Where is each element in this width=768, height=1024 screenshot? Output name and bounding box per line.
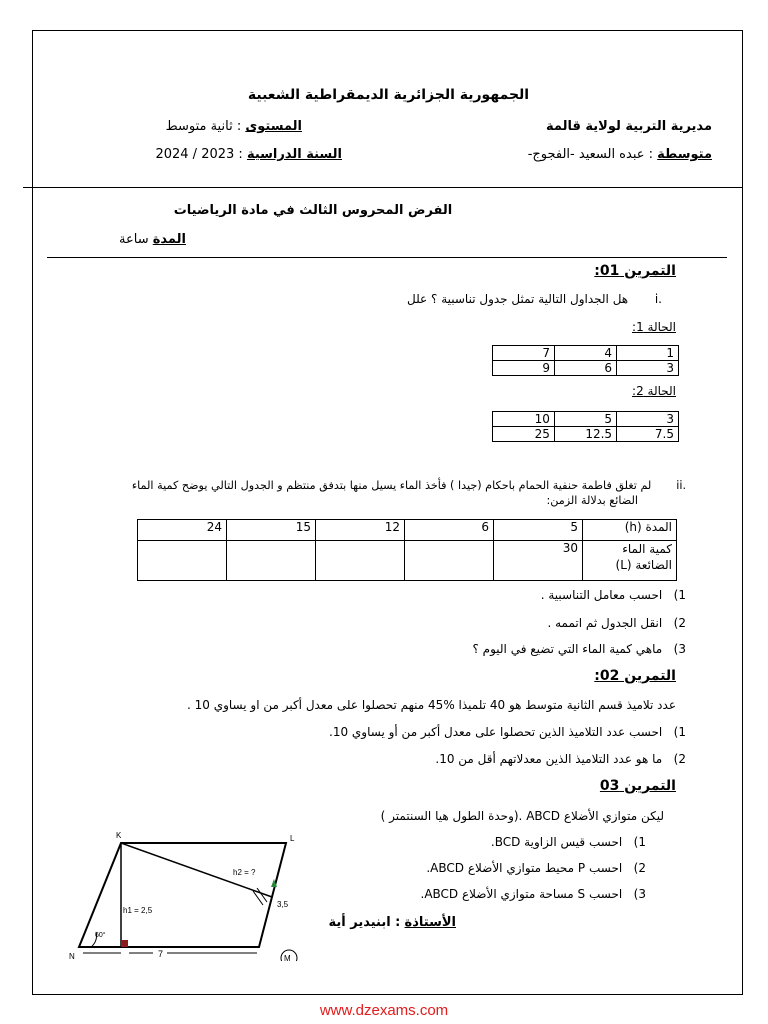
teacher-line	[328, 915, 456, 930]
item-number: 1)	[673, 588, 686, 602]
ex3-heading: التمرين 03	[599, 778, 676, 794]
table-row	[493, 412, 679, 427]
school-label: متوسطة	[657, 147, 712, 162]
level-value: : ثانية متوسط	[165, 119, 242, 134]
exam-title: الفرض المحروس الثالث في مادة الرياضيات	[173, 203, 453, 218]
table-cell: 24	[138, 520, 227, 541]
case2-label: الحالة 2:	[632, 384, 676, 398]
case1-label: الحالة 1:	[632, 320, 676, 334]
school-line	[528, 147, 712, 162]
label-side: 3,5	[277, 900, 289, 909]
table-row	[493, 427, 679, 442]
item-number: 3)	[633, 887, 646, 901]
directorate: مديرية التربية لولاية قالمة	[545, 119, 712, 134]
ex3-item-1	[491, 835, 646, 849]
year-label: السنة الدراسية	[246, 147, 342, 162]
water-label-a: كمية الماء	[622, 542, 672, 556]
water-table	[137, 519, 677, 581]
q-ii-text-line2: الضائع بدلالة الزمن:	[546, 494, 638, 507]
footer-link[interactable]: www.dzexams.com	[319, 1002, 449, 1019]
table-cell: 1	[617, 346, 679, 361]
ex2-item-2	[435, 752, 686, 766]
table-cell: 25	[493, 427, 555, 442]
year-value: : 2023 / 2024	[155, 147, 243, 162]
vertex-l: L	[290, 834, 295, 843]
item-number: 3)	[673, 642, 686, 656]
ex1-heading: التمرين 01:	[594, 263, 676, 279]
ex3-intro: ليكن متوازي الأضلاع ABCD .(وحدة الطول هيا السنتمتر )	[380, 809, 664, 823]
republic-title: الجمهورية الجزائرية الديمقراطية الشعبية	[247, 87, 530, 103]
item-text: احسب P محيط متوازي الأضلاع ABCD.	[426, 861, 623, 875]
table-cell: 3	[617, 361, 679, 376]
parallelogram-figure	[63, 801, 325, 961]
vertex-n: N	[69, 952, 75, 961]
ex1-item-1	[541, 588, 686, 602]
table-row	[138, 520, 677, 541]
table-cell: 12.5	[554, 427, 616, 442]
teacher-label: الأستاذة	[404, 915, 456, 930]
item-number: 1)	[633, 835, 646, 849]
item-text: احسب عدد التلاميذ الذين تحصلوا على معدل أكبر من أو يساوي 10.	[328, 725, 663, 739]
case1-table	[492, 345, 679, 376]
item-number: 2)	[633, 861, 646, 875]
table-cell: 7.5	[617, 427, 679, 442]
table-cell: 5	[554, 412, 616, 427]
q-i-text: هل الجداول التالية تمثل جدول تناسبية ؟ علل	[406, 292, 629, 306]
label-base: 7	[158, 949, 164, 959]
exam-page	[32, 30, 743, 995]
ex1-item-3	[472, 642, 686, 656]
ex2-item-1	[329, 725, 686, 739]
table-row	[138, 541, 677, 581]
water-label-b: الضائعة (L)	[615, 558, 672, 572]
level-line	[166, 119, 302, 134]
case2-table	[492, 411, 679, 442]
duration-value: ساعة	[119, 232, 149, 247]
table-cell: 7	[493, 346, 555, 361]
water-header-cell	[583, 541, 677, 581]
item-text: ما هو عدد التلاميذ الذين معدلاتهم أقل من 10.	[435, 752, 663, 766]
item-number: 2)	[673, 752, 686, 766]
table-row	[493, 346, 679, 361]
vertex-k: K	[116, 831, 122, 840]
item-text: انقل الجدول ثم اتممه .	[547, 616, 663, 630]
vertex-m: M	[284, 954, 291, 961]
table-cell: 10	[493, 412, 555, 427]
label-angle: 60°	[95, 932, 106, 939]
item-text: احسب معامل التناسبية .	[540, 588, 663, 602]
table-cell: 15	[227, 520, 316, 541]
year-line	[155, 147, 342, 162]
table-cell: 3	[617, 412, 679, 427]
item-text: احسب S مساحة متوازي الأضلاع ABCD.	[420, 887, 623, 901]
item-number: 1)	[673, 725, 686, 739]
duration-line	[119, 232, 186, 247]
parallelogram-shape	[79, 843, 286, 947]
table-cell: 30	[494, 541, 583, 581]
table-cell: 12	[316, 520, 405, 541]
item-number: 2)	[673, 616, 686, 630]
duration-label: المدة	[152, 232, 186, 247]
label-h2: h2 = ?	[233, 868, 256, 877]
table-cell	[316, 541, 405, 581]
school-value: : عبده السعيد -الفجوج-	[527, 147, 654, 162]
table-cell	[227, 541, 316, 581]
ex3-item-3	[420, 887, 646, 901]
level-label: المستوى	[245, 119, 302, 134]
right-angle-mark	[121, 940, 128, 947]
table-cell: 5	[494, 520, 583, 541]
table-cell: 6	[555, 361, 617, 376]
label-h1: h1 = 2,5	[123, 906, 153, 915]
ex3-item-2	[426, 861, 646, 875]
item-text: احسب قيس الزاوية BCD.	[490, 835, 623, 849]
ex1-item-2	[547, 616, 686, 630]
q-ii-number: .ii	[676, 479, 686, 492]
table-cell: 4	[555, 346, 617, 361]
ex2-heading: التمرين 02:	[594, 668, 676, 684]
title-divider	[47, 257, 727, 258]
table-row	[493, 361, 679, 376]
duration-header-cell: المدة (h)	[583, 520, 677, 541]
item-text: ماهي كمية الماء التي تضيع في اليوم ؟	[472, 642, 663, 656]
q-ii-text: لم تغلق فاطمة حنفية الحمام باحكام (جيدا ) فأخذ الماء يسيل منها بتدفق منتظم و الجدول التالي يوضح كمية الماء	[131, 479, 652, 492]
teacher-name: : ابنيدير أية	[328, 915, 401, 930]
table-cell	[405, 541, 494, 581]
table-cell	[138, 541, 227, 581]
ex1-question-ii	[132, 479, 686, 492]
ex2-intro: عدد تلاميذ قسم الثانية متوسط هو 40 تلميذا %45 منهم تحصلوا على معدل أكبر من او يساوي 10 .	[186, 698, 676, 712]
header-divider	[23, 187, 743, 188]
table-cell: 9	[493, 361, 555, 376]
q-i-number: .i	[654, 292, 662, 306]
table-cell: 6	[405, 520, 494, 541]
ex1-question-i	[407, 292, 662, 306]
